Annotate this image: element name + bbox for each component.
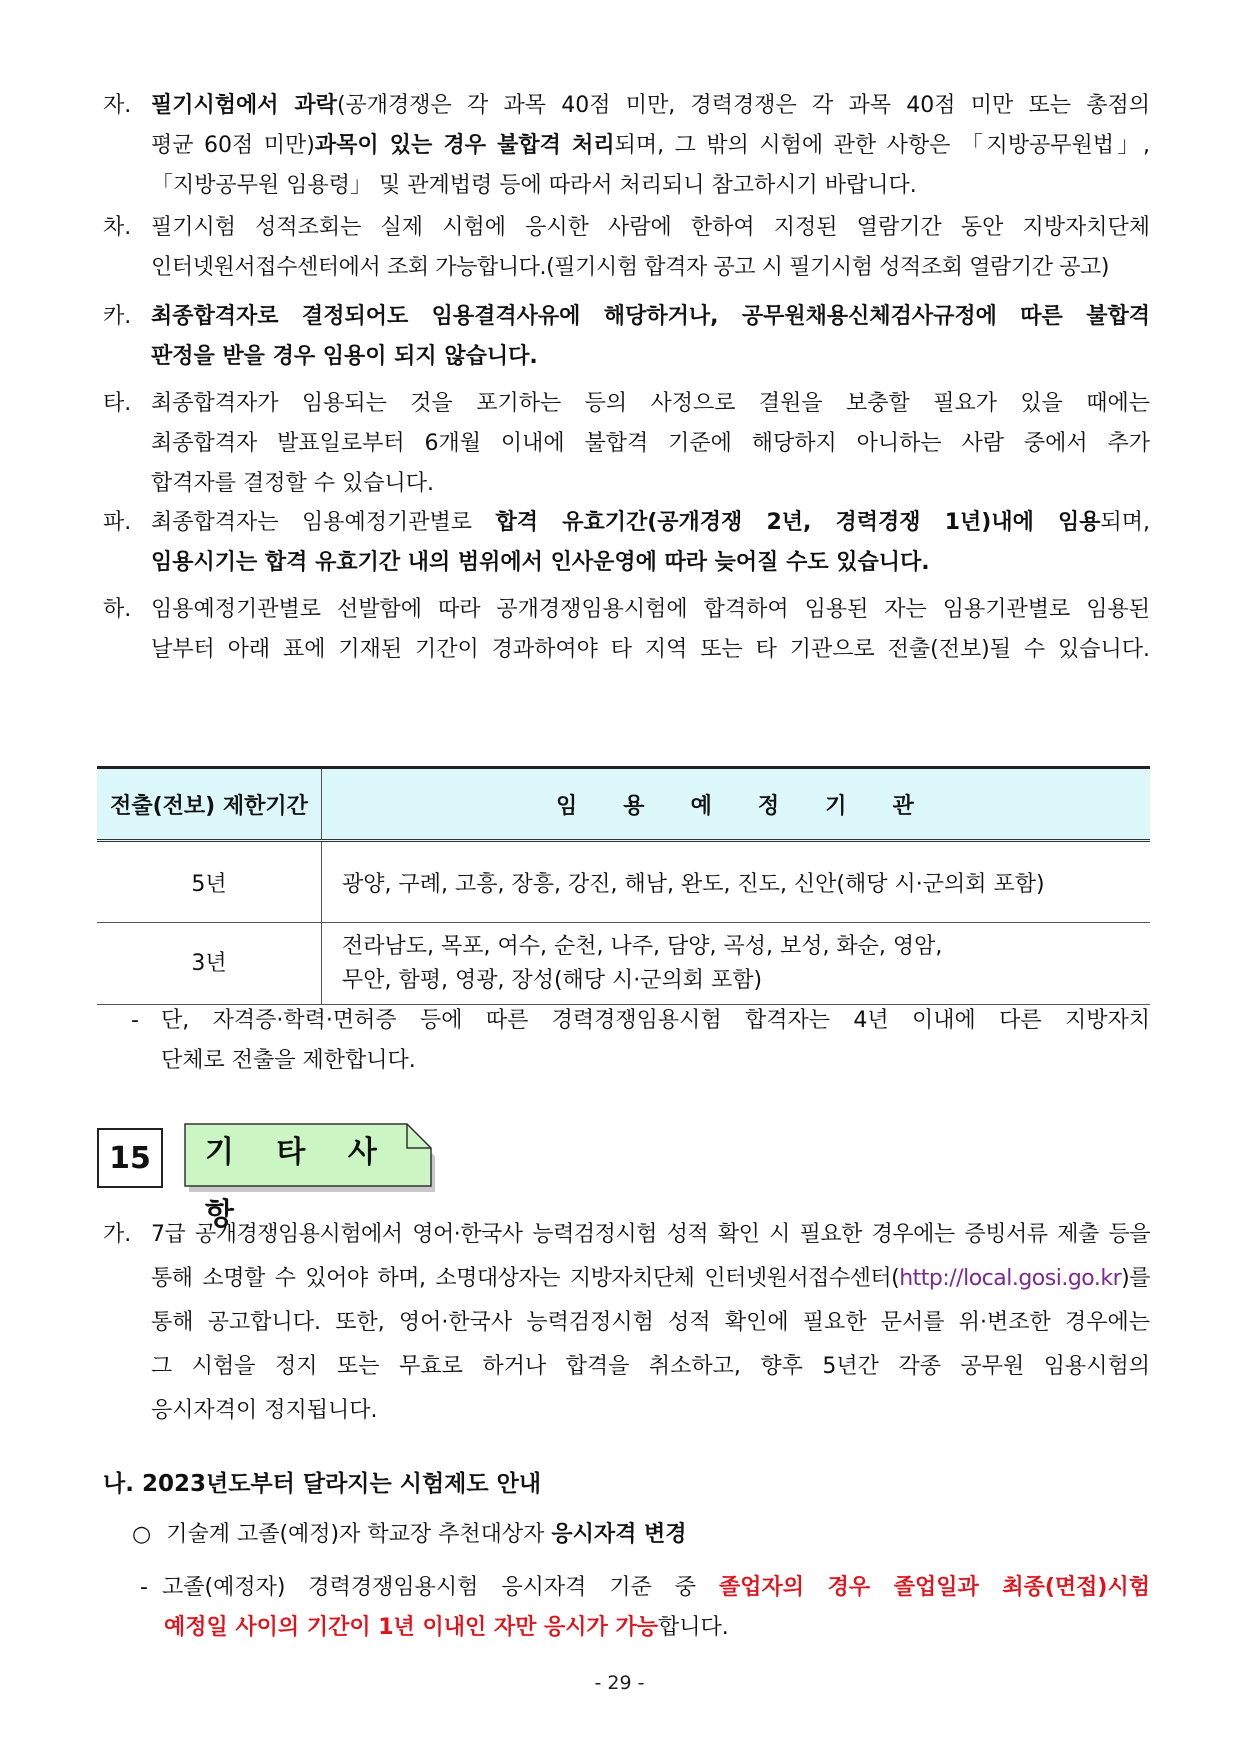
item-marker: 가. [103,1222,132,1247]
item-line [151,503,1150,543]
text: 되며, 그 밖의 시험에 관한 사항은 「지방공무원법」, [614,133,1150,158]
text: 평균 60점 미만) [151,133,315,158]
dash-item [140,1568,1150,1648]
item-ha [103,590,1150,670]
note-line: 단체로 전출을 제한합니다. [161,1048,416,1073]
item-line: 최종합격자 발표일로부터 6개월 이내에 불합격 기준에 해당하지 아니하는 사람 중에서 추가 [151,431,1150,456]
text: 최종합격자는 임용예정기관별로 [151,510,496,535]
dash-line [162,1608,1150,1648]
item-line: 응시자격이 정지됩니다. [151,1398,378,1423]
table-cell-period: 5년 [97,841,322,923]
highlight-text: 졸업자의 경우 졸업일과 최종(면접)시험 [718,1575,1150,1600]
bold-text: 응시자격 변경 [551,1522,687,1547]
item-line: 필기시험 성적조회는 실제 시험에 응시한 사람에 한하여 지정된 열람기간 동안 지방자치단체 [151,215,1150,240]
table-cell-period: 3년 [97,923,322,1005]
item-line [151,1257,1150,1301]
bold-text: 과목이 있는 경우 불합격 처리 [314,133,615,158]
item-ja [103,86,1150,206]
bold-text: 합격 유효기간(공개경쟁 2년, 경력경쟁 1년)내에 임용 [495,510,1101,535]
item-ka [103,297,1150,377]
item-ga [103,1213,1150,1433]
item-pa [103,503,1150,583]
table-header-period: 전출(전보) 제한기간 [97,768,322,841]
agencies-line: 무안, 함평, 영광, 장성(해당 시·군의회 포함) [342,968,763,993]
item-marker: 하. [103,597,132,622]
item-marker: 타. [103,391,132,416]
item-line [151,126,1150,166]
item-marker: 파. [103,510,132,535]
table-cell-agencies: 광양, 구례, 고흥, 장흥, 강진, 해남, 완도, 진도, 신안(해당 시·군의회 포함) [322,841,1151,923]
page-number: - 29 - [594,1672,645,1694]
dash-line [162,1568,1150,1608]
highlight-text: 예정일 사이의 기간이 1년 이내인 자만 응시가 가능 [164,1615,658,1640]
item-cha [103,208,1150,288]
dash-marker: - [131,1008,139,1033]
item-line [151,86,1150,126]
section-title: 기 타 사 항 [205,1135,393,1232]
text: 합니다. [657,1615,729,1640]
table-row [97,923,1150,1005]
item-line: 「지방공무원 임용령」 및 관계법령 등에 따라서 처리되니 참고하시기 바랍니다. [151,173,917,198]
header-text: 임 용 예 정 기 관 [555,793,916,819]
bullet-item [132,1515,687,1555]
text: (공개경쟁은 각 과목 40점 미만, 경력경쟁은 각 과목 40점 미만 또는 총점의 [336,93,1150,118]
dash-marker: - [140,1575,148,1600]
item-line: 통해 공고합니다. 또한, 영어·한국사 능력검정시험 성적 확인에 필요한 문서를 위·변조한 경우에는 [151,1310,1150,1335]
text: )를 [1121,1266,1150,1291]
text: 통해 소명할 수 있어야 하며, 소명대상자는 지방자치단체 인터넷원서접수센터( [151,1266,900,1291]
section-number-box: 15 [97,1128,163,1188]
transfer-restriction-table [97,766,1150,1005]
section-title-box [183,1122,439,1232]
item-marker: 카. [103,304,132,329]
table-row [97,841,1150,923]
text: 기술계 고졸(예정)자 학교장 추천대상자 [166,1522,552,1547]
subheading-na: 나. 2023년도부터 달라지는 시험제도 안내 [103,1471,542,1497]
item-ta [103,384,1150,504]
item-marker: 차. [103,215,132,240]
gosi-link[interactable]: http://local.gosi.go.kr [899,1266,1122,1291]
item-line: 최종합격자가 임용되는 것을 포기하는 등의 사정으로 결원을 보충할 필요가 있을 때에는 [151,391,1150,416]
table-header-agencies [322,768,1151,841]
item-line: 인터넷원서접수센터에서 조회 가능합니다.(필기시험 합격자 공고 시 필기시험 성적조회 열람기간 공고) [151,255,1110,280]
note-line: 단, 자격증·학력·면허증 등에 따른 경력경쟁임용시험 합격자는 4년 이내에 다른 지방자치 [161,1008,1150,1033]
item-marker: 자. [103,93,132,118]
table-note [131,1001,1150,1081]
agencies-line: 전라남도, 목포, 여수, 순천, 나주, 담양, 곡성, 보성, 화순, 영암, [342,934,943,959]
item-line: 임용예정기관별로 선발함에 따라 공개경쟁임용시험에 합격하여 임용된 자는 임용기관별로 임용된 [151,597,1150,622]
item-line: 날부터 아래 표에 기재된 기간이 경과하여야 타 지역 또는 타 기관으로 전출(전보)될 수 있습니다. [151,637,1150,662]
circle-bullet-icon: ○ [132,1522,152,1547]
item-line: 7급 공개경쟁임용시험에서 영어·한국사 능력검정시험 성적 확인 시 필요한 경우에는 증빙서류 제출 등을 [151,1222,1150,1247]
table-cell-agencies [322,923,1151,1005]
item-line: 최종합격자로 결정되어도 임용결격사유에 해당하거나, 공무원채용신체검사규정에 따른 불합격 [151,304,1150,329]
bold-text: 필기시험에서 과락 [151,93,337,118]
text: 고졸(예정자) 경력경쟁임용시험 응시자격 기준 중 [162,1575,719,1600]
item-line: 합격자를 결정할 수 있습니다. [151,471,434,496]
item-line: 판정을 받을 경우 임용이 되지 않습니다. [151,344,538,369]
item-line: 그 시험을 정지 또는 무효로 하거나 합격을 취소하고, 향후 5년간 각종 공무원 임용시험의 [151,1354,1150,1379]
text: 되며, [1100,510,1151,535]
item-line: 임용시기는 합격 유효기간 내의 범위에서 인사운영에 따라 늦어질 수도 있습니다. [151,550,930,575]
table-header-row [97,768,1150,841]
